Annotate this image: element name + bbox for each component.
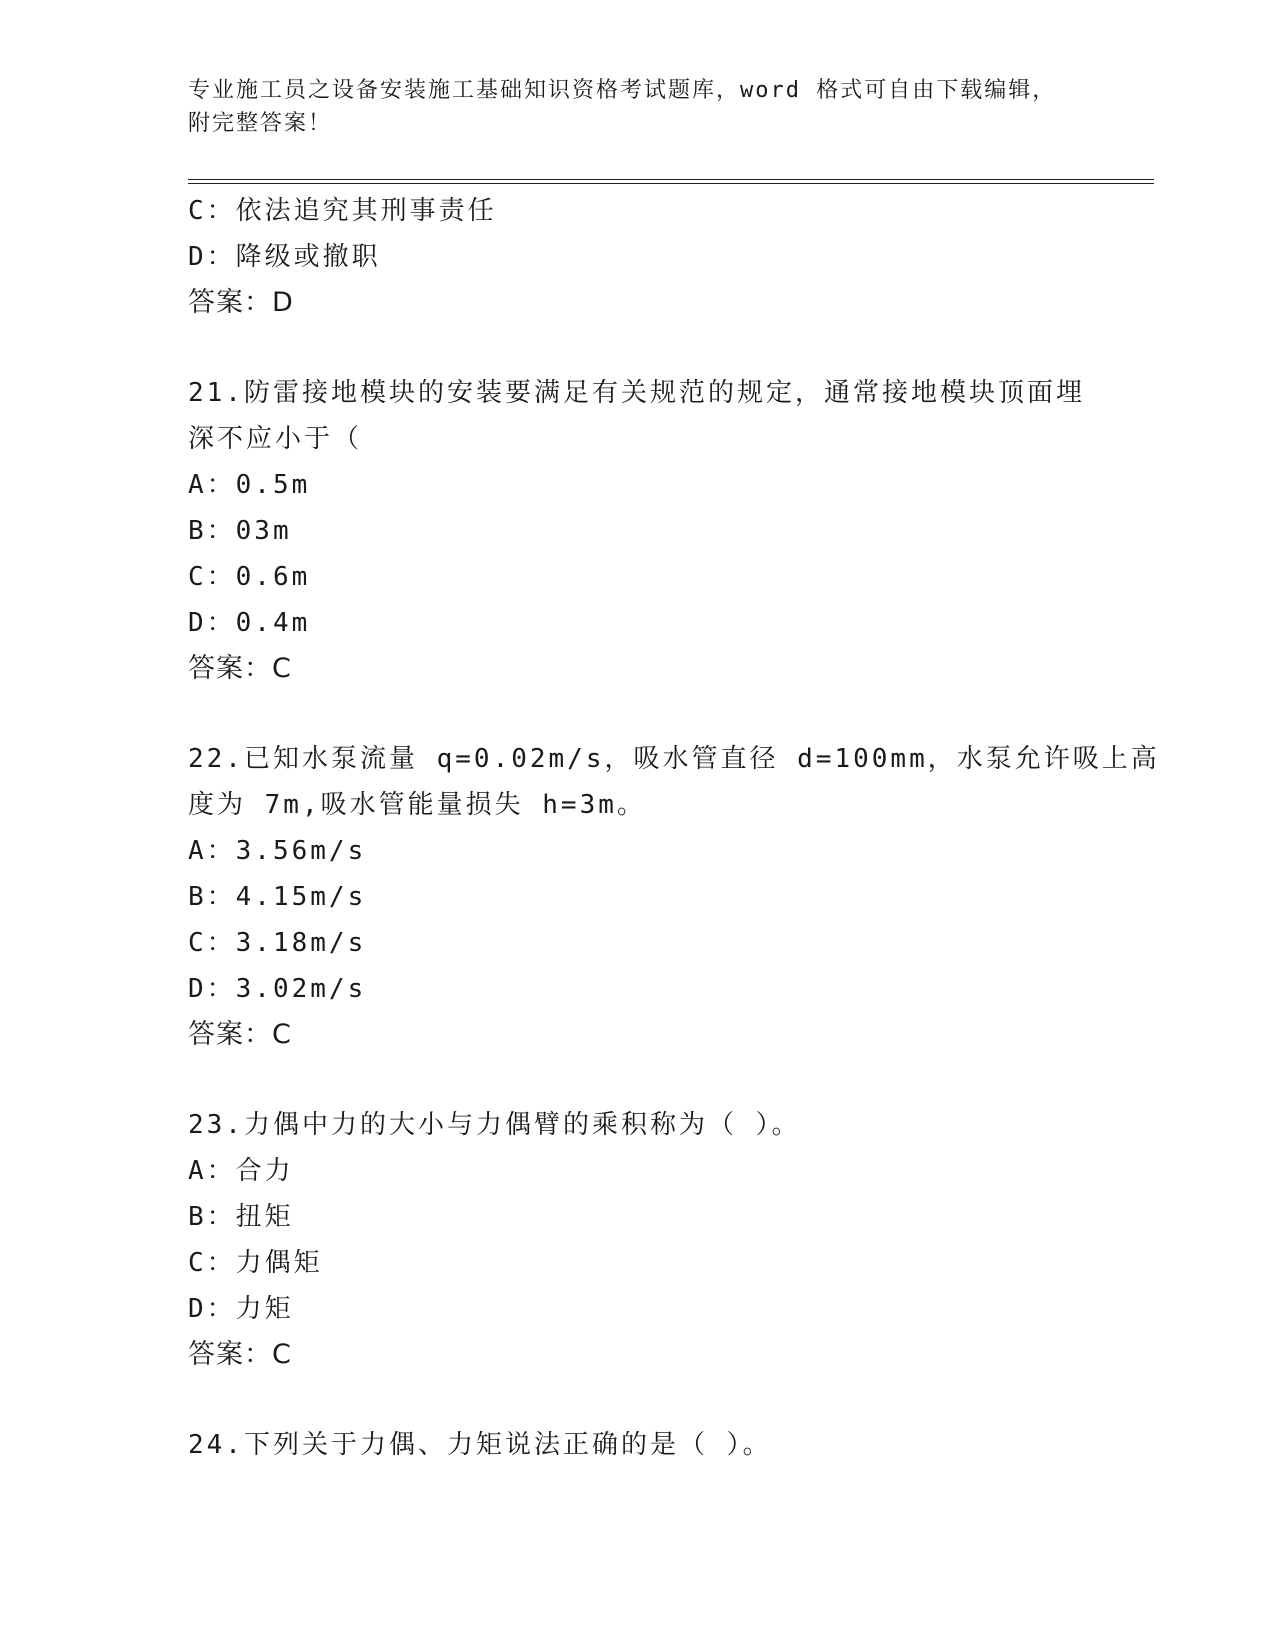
option-c: C：力偶矩	[188, 1248, 323, 1278]
answer-line: 答案：D	[188, 287, 294, 318]
option-b: B：03m	[188, 516, 292, 546]
header-divider-bottom	[188, 183, 1154, 184]
answer-line: 答案：C	[188, 1019, 292, 1050]
option-a: A：合力	[188, 1156, 294, 1186]
option-b: B：扭矩	[188, 1202, 294, 1232]
option-a: A：0.5m	[188, 470, 311, 500]
question-stem-continued: 度为 7m,吸水管能量损失 h=3m。	[188, 790, 646, 820]
question-stem: 22.已知水泵流量 q=0.02m/s，吸水管直径 d=100mm，水泵允许吸上高	[188, 744, 1160, 774]
answer-line: 答案：C	[188, 1339, 292, 1370]
document-header	[188, 74, 1088, 140]
option-a: A：3.56m/s	[188, 836, 367, 866]
option-c: C：0.6m	[188, 562, 311, 592]
question-list	[188, 188, 1160, 1468]
header-line-1: 专业施工员之设备安装施工基础知识资格考试题库，word 格式可自由下载编辑，	[188, 78, 1057, 103]
option-d: D：降级或撤职	[188, 242, 381, 272]
question-block-22	[188, 736, 1160, 1058]
header-line-2: 附完整答案！	[188, 111, 333, 136]
question-stem: 21.防雷接地模块的安装要满足有关规范的规定，通常接地模块顶面埋	[188, 378, 1085, 408]
question-stem: 23.力偶中力的大小与力偶臂的乘积称为（ ）。	[188, 1110, 801, 1140]
option-d: D：0.4m	[188, 608, 311, 638]
header-divider-top	[188, 179, 1154, 180]
option-d: D：3.02m/s	[188, 974, 367, 1004]
question-block-21	[188, 370, 1088, 692]
question-stem: 24.下列关于力偶、力矩说法正确的是（ ）。	[188, 1430, 772, 1460]
question-block-prev	[188, 188, 1088, 326]
question-block-24	[188, 1422, 1088, 1468]
question-stem-continued: 深不应小于（	[188, 424, 363, 454]
question-block-23	[188, 1102, 1088, 1378]
answer-line: 答案：C	[188, 653, 292, 684]
option-b: B：4.15m/s	[188, 882, 367, 912]
option-d: D：力矩	[188, 1294, 294, 1324]
option-c: C：依法追究其刑事责任	[188, 196, 497, 226]
option-c: C：3.18m/s	[188, 928, 367, 958]
